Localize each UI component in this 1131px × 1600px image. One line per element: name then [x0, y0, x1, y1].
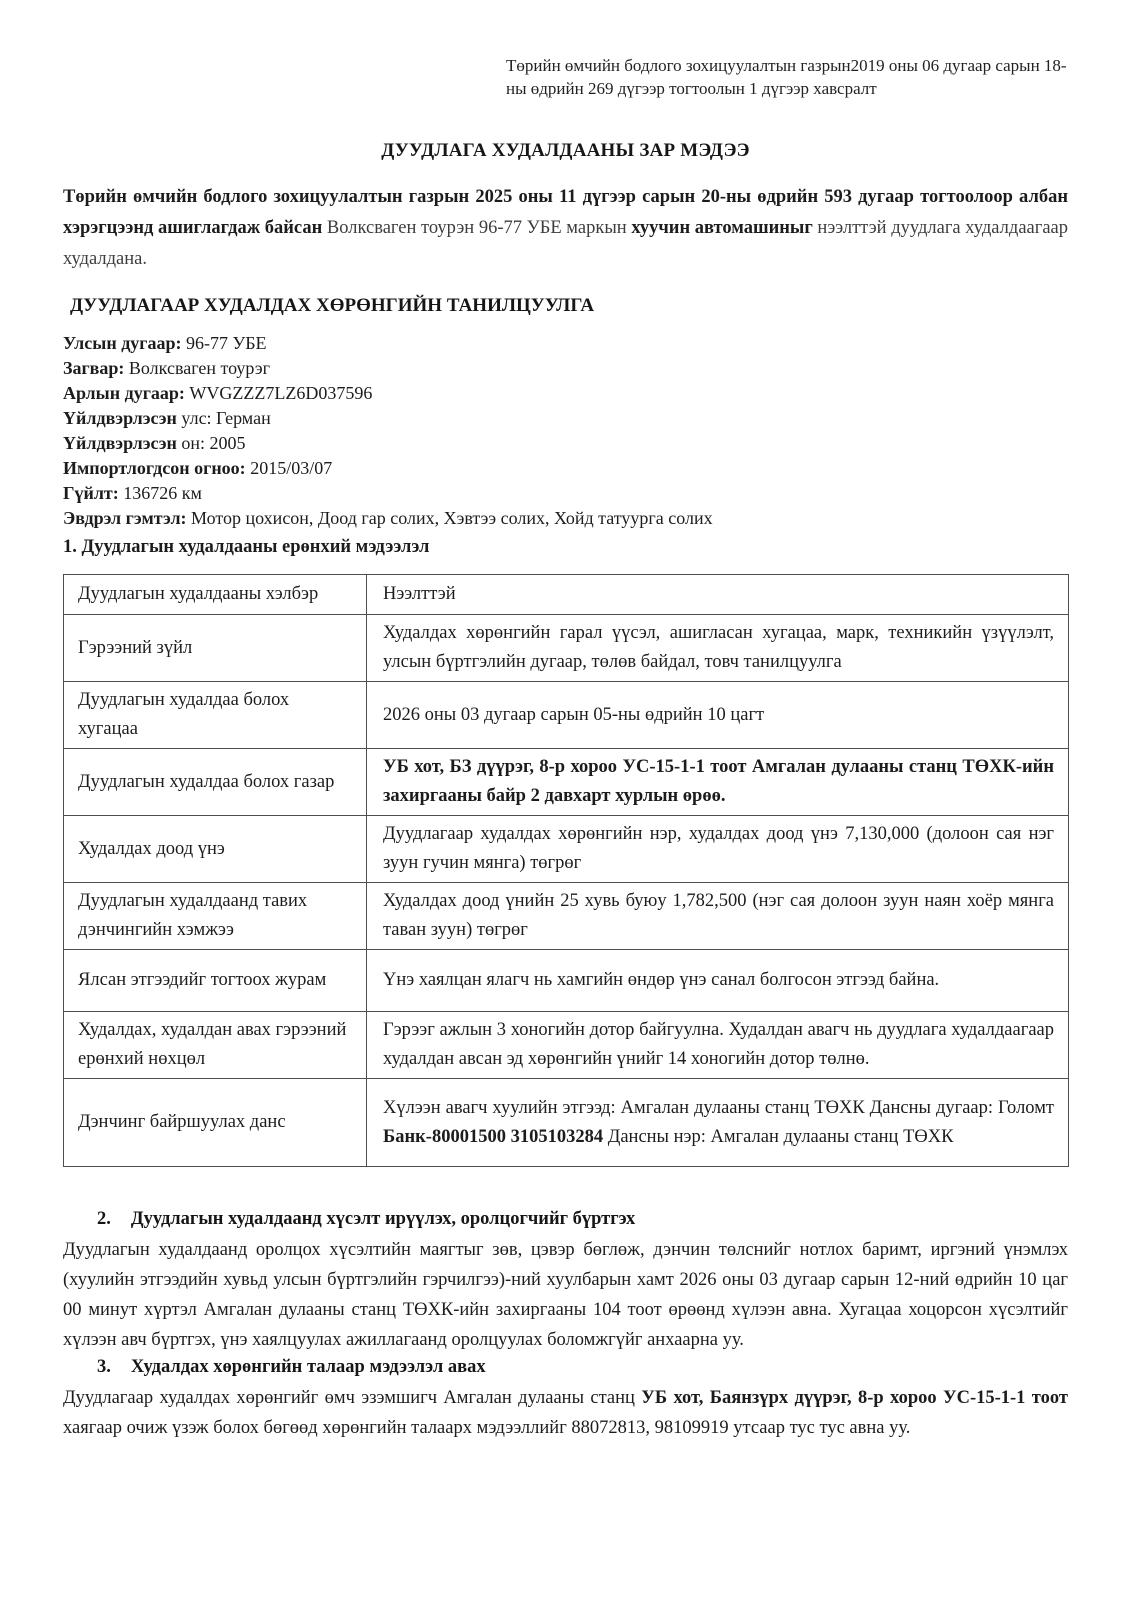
row-label: Дуудлагын худалдаа болох хугацаа — [64, 682, 367, 749]
spec-value: он: 2005 — [176, 433, 246, 453]
intro-paragraph — [63, 182, 1068, 275]
table-row-auction-type — [64, 575, 1069, 615]
row-label: Худалдах, худалдан авах гэрээний ерөнхий нөхцөл — [64, 1012, 367, 1079]
intro-segment: Волксваген тоурэн 96-77 УБЕ маркын — [326, 218, 632, 238]
section3-number: 3. — [97, 1357, 111, 1377]
auction-info-table — [63, 574, 1069, 1167]
account-segment: Хүлээн авагч хуулийн этгээд: Амгалан дулааны станц ТӨХК Дансны дугаар: Голомт — [383, 1097, 1054, 1118]
row-label: Дуудлагын худалдаа болох газар — [64, 749, 367, 816]
table-row-contract-subject — [64, 615, 1069, 682]
table-row-winner-rule — [64, 950, 1069, 1012]
spec-label: Үйлдвэрлэсэн — [63, 408, 177, 428]
row-label: Худалдах доод үнэ — [64, 816, 367, 883]
row-value: УБ хот, БЗ дүүрэг, 8-р хороо УС-15-1-1 тоот Амгалан дулааны станц ТӨХК-ийн захиргааны байр 2 давхарт хурлын өрөө. — [367, 749, 1069, 816]
document-title: ДУУДЛАГА ХУДАЛДААНЫ ЗАР МЭДЭЭ — [381, 140, 750, 161]
spec-mileage — [63, 481, 1068, 506]
spec-country — [63, 406, 1068, 431]
spec-plate-number — [63, 331, 1068, 356]
spec-value: улс: Герман — [176, 408, 271, 428]
spec-label: Улсын дугаар: — [63, 333, 182, 353]
row-value: Нээлттэй — [367, 575, 1069, 615]
account-number: Банк-80001500 3105103284 — [383, 1126, 604, 1147]
asset-presentation-heading: ДУУДЛАГААР ХУДАЛДАХ ХӨРӨНГИЙН ТАНИЛЦУУЛГА — [70, 295, 595, 316]
spec-label: Арлын дугаар: — [63, 383, 185, 403]
spec-label: Үйлдвэрлэсэн — [63, 433, 177, 453]
spec-label: Импортлогдсон огноо: — [63, 458, 246, 478]
section3-body — [63, 1383, 1068, 1443]
row-value — [367, 1079, 1069, 1167]
row-label: Дуудлагын худалдаанд тавих дэнчингийн хэмжээ — [64, 883, 367, 950]
row-value: Худалдах доод үнийн 25 хувь буюу 1,782,500 (нэг сая долоон зуун наян хоёр мянга таван зуун) төгрөг — [367, 883, 1069, 950]
spec-label: Гүйлт: — [63, 483, 119, 503]
spec-year — [63, 431, 1068, 456]
spec-model — [63, 356, 1068, 381]
auction-info-heading: 1. Дуудлагын худалдааны ерөнхий мэдээлэл — [63, 537, 430, 557]
section3-segment: Дуудлагаар худалдах хөрөнгийг өмч эзэмшигч Амгалан дулааны станц — [63, 1388, 642, 1408]
row-value: Худалдах хөрөнгийн гарал үүсэл, ашигласан хугацаа, марк, техникийн үзүүлэлт, улсын бүртгэлийн дугаар, төлөв байдал, товч танилцуулга — [367, 615, 1069, 682]
section2-heading-text: Дуудлагын худалдаанд хүсэлт ирүүлэх, оролцогчийг бүртгэх — [130, 1209, 636, 1229]
row-label: Гэрээний зүйл — [64, 615, 367, 682]
table-row-minimum-price — [64, 816, 1069, 883]
section2-heading — [63, 1209, 1068, 1230]
spec-value: 136726 км — [118, 483, 202, 503]
intro-segment: нээлттэй дуудлага худалдаагаар худалдана. — [63, 218, 1068, 269]
section3-address: УБ хот, Баянзүрх дүүрэг, 8-р хороо УС-15-1-1 тоот — [641, 1388, 1068, 1408]
spec-label: Эвдрэл гэмтэл: — [63, 508, 187, 528]
row-value: Гэрээг ажлын 3 хоногийн дотор байгуулна. Худалдан авагч нь дуудлага худалдаагаар худалдан авсан эд хөрөнгийн үнийг 14 хоногийн дотор төлнө. — [367, 1012, 1069, 1079]
spec-value: Волксваген тоурэг — [124, 358, 270, 378]
table-row-auction-place — [64, 749, 1069, 816]
row-label: Дэнчинг байршуулах данс — [64, 1079, 367, 1167]
spec-value: 96-77 УБЕ — [181, 333, 267, 353]
section3-segment: хаягаар очиж үзэж болох бөгөөд хөрөнгийн талаарх мэдээллийг 88072813, 98109919 утсаар тус тус авна уу. — [63, 1418, 911, 1438]
account-segment: Дансны нэр: Амгалан дулааны станц ТӨХК — [603, 1126, 954, 1147]
section2-body: Дуудлагын худалдаанд оролцох хүсэлтийн маягтыг зөв, цэвэр бөглөж, дэнчин төлснийг нотлох баримт, иргэний үнэмлэх (хуулийн этгээдийн хувьд улсын бүртгэлийн гэрчилгээ)-ний хуулбарын хамт 2026 оны 03 дугаар сарын 12-ний өдрийн 10 цаг 00 минут хүртэл Амгалан дулааны станц ТӨХК-ийн захиргааны 104 тоот өрөөнд хүлээн авна. Хугацаа хоцорсон хүсэлтийг хүлээн авч бүртгэх, үнэ хаялцуулах ажиллагаанд оролцуулах боломжгүйг анхаарна уу. — [63, 1240, 1068, 1350]
spec-vin — [63, 381, 1068, 406]
table-row-deposit-amount — [64, 883, 1069, 950]
row-label: Ялсан этгээдийг тогтоох журам — [64, 950, 367, 1012]
table-row-contract-terms — [64, 1012, 1069, 1079]
spec-value: WVGZZZ7LZ6D037596 — [184, 383, 373, 403]
asset-spec-list — [63, 331, 1068, 531]
spec-label: Загвар: — [63, 358, 125, 378]
row-value: Үнэ хаялцан ялагч нь хамгийн өндөр үнэ санал болгосон этгээд байна. — [367, 950, 1069, 1012]
intro-segment: Төрийн өмчийн бодлого зохицуулалтын газрын 2025 оны 11 дүгээр сарын 20-ны өдрийн 593 дугаар тогтоолоор албан хэрэгцээнд ашиглагдаж байсан — [63, 187, 1068, 238]
spec-value: Мотор цохисон, Доод гар солих, Хэвтээ солих, Хойд татуурга солих — [186, 508, 713, 528]
row-label: Дуудлагын худалдааны хэлбэр — [64, 575, 367, 615]
spec-damage — [63, 506, 1068, 531]
table-row-deposit-account — [64, 1079, 1069, 1167]
section3-heading-text: Худалдах хөрөнгийн талаар мэдээлэл авах — [130, 1357, 486, 1377]
section3-heading — [63, 1357, 1068, 1378]
annex-note: Төрийн өмчийн бодлого зохицуулалтын газрын2019 оны 06 дугаар сарын 18-ны өдрийн 269 дүгээр тогтоолын 1 дүгээр хавсралт — [506, 56, 1067, 98]
intro-segment: хуучин автомашиныг — [631, 218, 818, 238]
spec-value: 2015/03/07 — [245, 458, 333, 478]
table-row-auction-time — [64, 682, 1069, 749]
row-value: Дуудлагаар худалдах хөрөнгийн нэр, худалдах доод үнэ 7,130,000 (долоон сая нэг зуун гучин мянга) төгрөг — [367, 816, 1069, 883]
spec-import-date — [63, 456, 1068, 481]
section2-number: 2. — [97, 1209, 111, 1229]
row-value: 2026 оны 03 дугаар сарын 05-ны өдрийн 10 цагт — [367, 682, 1069, 749]
